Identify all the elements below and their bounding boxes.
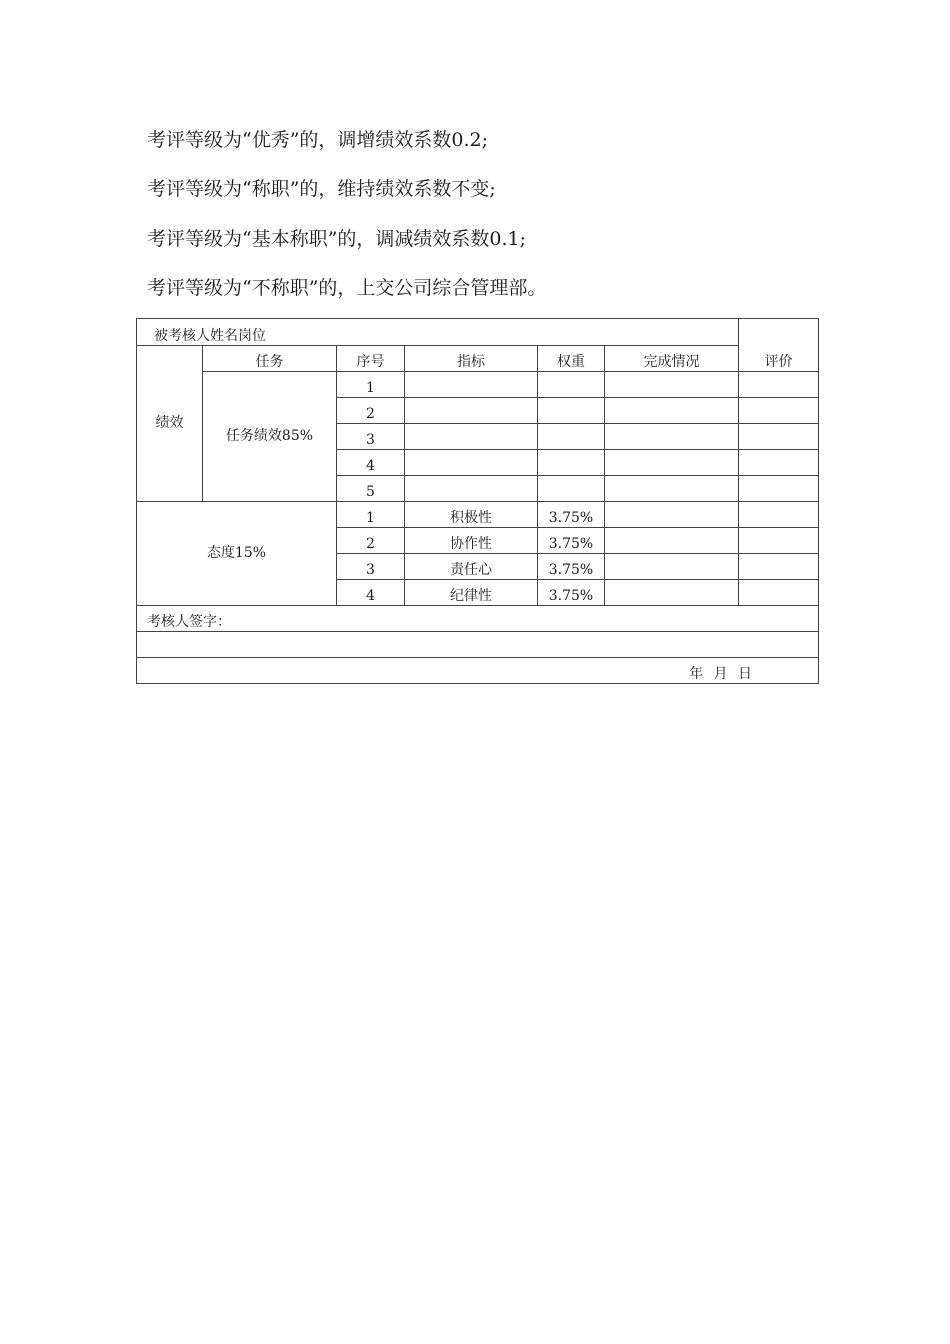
seq-cell: 4 (337, 580, 405, 606)
grade-rule-incompetent: 考评等级为“不称职”的，上交公司综合管理部。 (147, 277, 547, 299)
evaluation-cell[interactable] (739, 476, 819, 502)
evaluatee-name-position-cell: 被考核人姓名岗位 (137, 319, 739, 346)
table-row (137, 502, 819, 528)
seq-cell: 3 (337, 424, 405, 450)
seq-cell: 2 (337, 528, 405, 554)
completion-header: 完成情况 (605, 346, 739, 372)
indicator-cell: 责任心 (405, 554, 538, 580)
title-row (137, 319, 819, 346)
evaluation-cell[interactable] (739, 502, 819, 528)
signature-label: 考核人签字： (137, 606, 819, 632)
evaluation-header: 评价 (739, 319, 819, 372)
attitude-label: 态度15% (137, 502, 337, 606)
weight-cell[interactable] (538, 398, 605, 424)
task-performance-label: 任务绩效85% (203, 372, 337, 502)
task-header: 任务 (203, 346, 337, 372)
seq-cell: 3 (337, 554, 405, 580)
weight-cell: 3.75% (538, 580, 605, 606)
table-row (137, 372, 819, 398)
seq-cell: 2 (337, 398, 405, 424)
grade-rule-basically-competent: 考评等级为“基本称职”的，调减绩效系数0.1; (147, 228, 527, 250)
weight-cell: 3.75% (538, 502, 605, 528)
indicator-cell[interactable] (405, 476, 538, 502)
indicator-cell[interactable] (405, 372, 538, 398)
grade-rule-excellent: 考评等级为“优秀”的，调增绩效系数0.2; (147, 129, 489, 151)
date-row (137, 658, 819, 684)
weight-cell[interactable] (538, 372, 605, 398)
completion-cell[interactable] (605, 554, 739, 580)
indicator-cell: 纪律性 (405, 580, 538, 606)
completion-cell[interactable] (605, 372, 739, 398)
signature-field[interactable] (137, 632, 819, 658)
completion-cell[interactable] (605, 398, 739, 424)
seq-cell: 1 (337, 372, 405, 398)
seq-cell: 5 (337, 476, 405, 502)
seq-cell: 4 (337, 450, 405, 476)
weight-cell: 3.75% (538, 554, 605, 580)
evaluation-cell[interactable] (739, 528, 819, 554)
indicator-cell[interactable] (405, 424, 538, 450)
completion-cell[interactable] (605, 502, 739, 528)
evaluation-cell[interactable] (739, 554, 819, 580)
header-row (137, 346, 819, 372)
signature-label-row (137, 606, 819, 632)
signature-row (137, 632, 819, 658)
weight-cell[interactable] (538, 424, 605, 450)
evaluation-cell[interactable] (739, 372, 819, 398)
evaluation-cell[interactable] (739, 450, 819, 476)
indicator-cell: 积极性 (405, 502, 538, 528)
evaluation-cell[interactable] (739, 580, 819, 606)
date-label[interactable]: 年 月 日 (137, 658, 819, 684)
seq-header: 序号 (337, 346, 405, 372)
indicator-cell[interactable] (405, 398, 538, 424)
evaluation-table (136, 318, 819, 684)
weight-cell: 3.75% (538, 528, 605, 554)
completion-cell[interactable] (605, 424, 739, 450)
indicator-cell[interactable] (405, 450, 538, 476)
indicator-header: 指标 (405, 346, 538, 372)
completion-cell[interactable] (605, 476, 739, 502)
evaluation-cell[interactable] (739, 398, 819, 424)
indicator-cell: 协作性 (405, 528, 538, 554)
completion-cell[interactable] (605, 528, 739, 554)
weight-cell[interactable] (538, 476, 605, 502)
weight-header: 权重 (538, 346, 605, 372)
weight-cell[interactable] (538, 450, 605, 476)
completion-cell[interactable] (605, 450, 739, 476)
performance-label: 绩效 (137, 346, 203, 502)
completion-cell[interactable] (605, 580, 739, 606)
seq-cell: 1 (337, 502, 405, 528)
evaluation-cell[interactable] (739, 424, 819, 450)
grade-rule-competent: 考评等级为“称职”的，维持绩效系数不变; (147, 178, 496, 200)
